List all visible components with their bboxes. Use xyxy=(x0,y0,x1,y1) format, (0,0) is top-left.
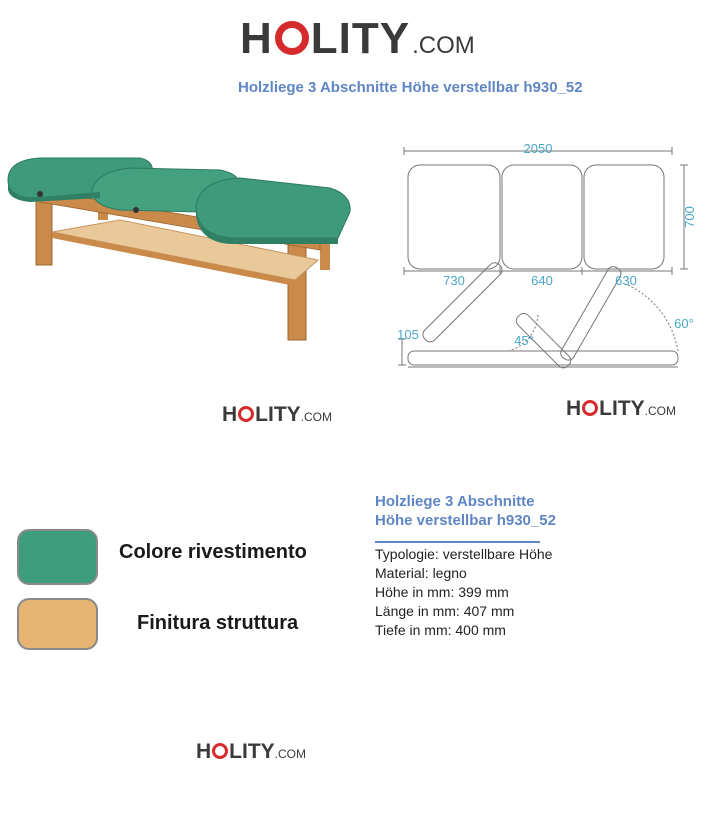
swatch-coating-color[interactable] xyxy=(17,529,98,585)
logo-h: H xyxy=(240,14,273,63)
logo-h: H xyxy=(222,403,238,426)
dim-section-2: 640 xyxy=(531,273,553,288)
product-photo xyxy=(0,150,360,350)
logo-lity: LITY xyxy=(229,740,275,763)
technical-diagram xyxy=(388,135,708,375)
spec-material: Material: legno xyxy=(375,565,467,581)
logo-lity: LITY xyxy=(255,403,301,426)
swatch-coating-label: Colore rivestimento xyxy=(119,541,307,563)
logo-lity: LITY xyxy=(310,14,411,63)
dim-section-1: 730 xyxy=(443,273,465,288)
logo-suffix: .COM xyxy=(274,747,307,761)
logo-ring-icon xyxy=(238,406,254,422)
logo-ring-icon xyxy=(275,21,309,55)
info-title-line1: Holzliege 3 Abschnitte xyxy=(375,493,535,510)
spec-depth: Tiefe in mm: 400 mm xyxy=(375,622,506,638)
logo-suffix: .COM xyxy=(300,410,333,424)
dim-width: 700 xyxy=(682,206,697,228)
spec-height: Höhe in mm: 399 mm xyxy=(375,584,509,600)
logo-ring-icon xyxy=(582,400,598,416)
product-title: Holzliege 3 Abschnitte Höhe verstellbar h930_52 xyxy=(238,79,583,96)
logo-lity: LITY xyxy=(599,397,645,420)
brand-logo-photo xyxy=(222,403,332,427)
spec-typology: Typologie: verstellbare Höhe xyxy=(375,546,553,562)
swatch-frame-finish[interactable] xyxy=(17,598,98,650)
logo-suffix: .COM xyxy=(644,404,677,418)
info-title-line2: Höhe verstellbar h930_52 xyxy=(375,512,556,529)
brand-logo-top[interactable] xyxy=(240,14,475,64)
brand-logo-bottom xyxy=(196,740,306,764)
dim-section-3: 630 xyxy=(615,273,637,288)
dim-total-length: 2050 xyxy=(523,141,553,156)
spec-length: Länge in mm: 407 mm xyxy=(375,603,515,619)
logo-h: H xyxy=(566,397,582,420)
swatch-frame-label: Finitura struttura xyxy=(137,612,299,634)
logo-h: H xyxy=(196,740,212,763)
logo-ring-icon xyxy=(212,743,228,759)
dim-height: 105 xyxy=(397,327,419,342)
dim-angle-60: 60° xyxy=(674,316,694,331)
info-title xyxy=(375,492,556,530)
brand-logo-diagram xyxy=(566,397,676,421)
logo-suffix: .COM xyxy=(412,32,475,59)
dim-angle-45: 45° xyxy=(514,333,534,348)
info-divider xyxy=(375,541,540,543)
